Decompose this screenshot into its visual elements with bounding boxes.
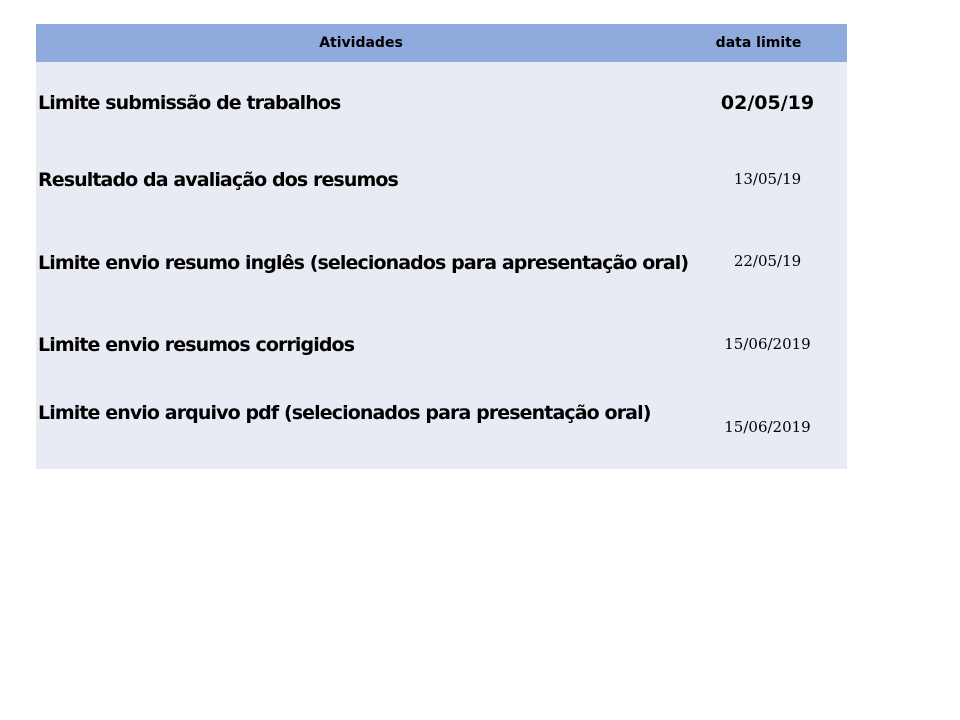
table-row [36, 92, 847, 152]
deadline-cell: 15/06/2019 [724, 418, 811, 436]
column-header-activity: Atividades [319, 35, 403, 51]
table-row [36, 169, 847, 229]
activity-cell: Limite envio resumos corrigidos [38, 334, 355, 356]
activity-cell: Limite submissão de trabalhos [38, 92, 341, 114]
activity-cell: Resultado da avaliação dos resumos [38, 169, 398, 191]
deadline-cell: 15/06/2019 [724, 335, 811, 353]
table-row [36, 334, 847, 394]
activity-cell: Limite envio resumo inglês (selecionados para apresentação oral) [38, 252, 689, 274]
activity-cell: Limite envio arquivo pdf (selecionados para presentação oral) [38, 402, 651, 424]
schedule-table [36, 24, 847, 469]
table-row [36, 252, 847, 312]
deadline-cell: 13/05/19 [733, 170, 802, 188]
deadline-cell: 02/05/19 [720, 92, 815, 114]
deadline-cell: 22/05/19 [733, 252, 802, 270]
table-header [36, 24, 847, 62]
table-row [36, 402, 847, 462]
column-header-deadline: data limite [715, 35, 802, 51]
